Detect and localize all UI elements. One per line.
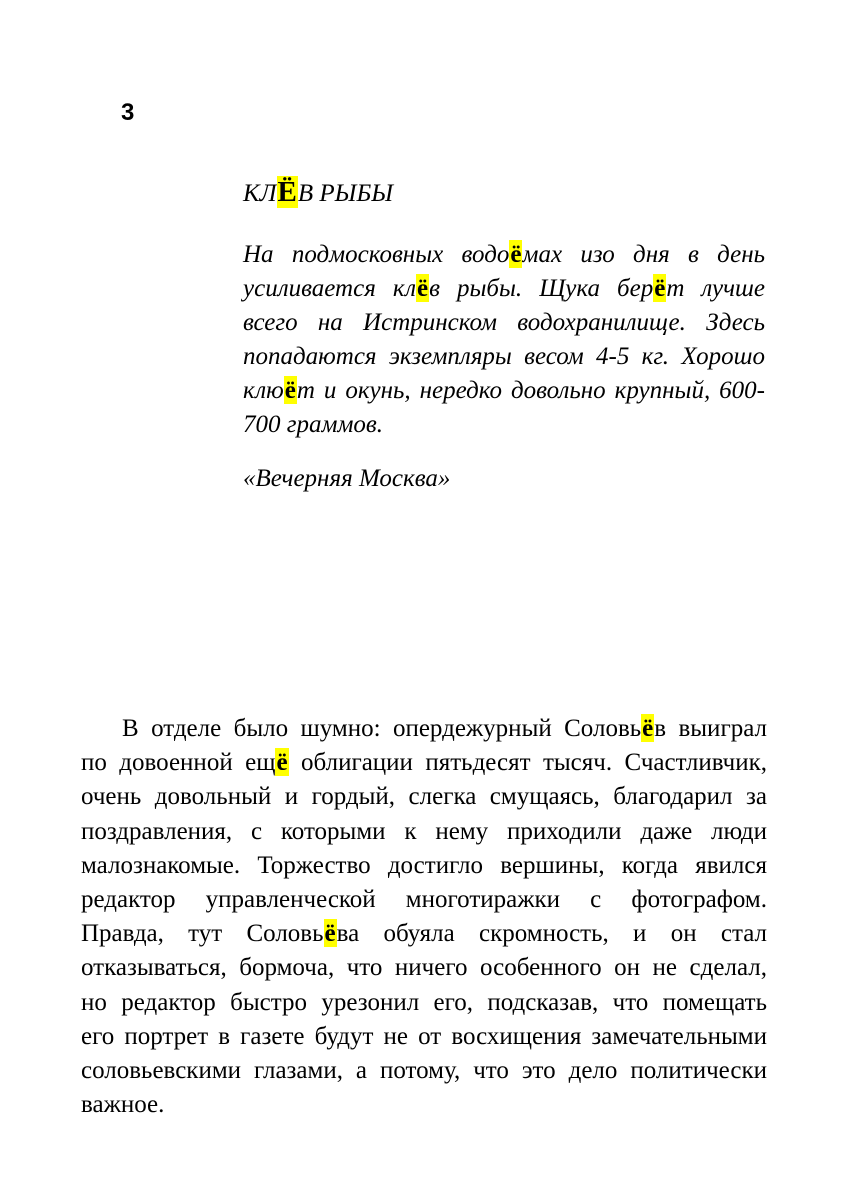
text-run: клю xyxy=(243,377,284,404)
text-line xyxy=(81,849,767,883)
text-line xyxy=(243,238,765,272)
text-line xyxy=(81,1054,767,1088)
text-run: в выиграл xyxy=(654,715,767,742)
yo-highlight: ё xyxy=(510,241,522,268)
text-run: В отделе было шумно: опердежурный Соловь xyxy=(122,715,642,742)
text-run: отказываться, бормоча, что ничего особенного он не сделал, xyxy=(81,954,767,982)
yo-highlight: ё xyxy=(324,920,336,948)
text-run: мах изо дня в день xyxy=(522,241,765,268)
body-paragraph xyxy=(81,712,767,1122)
epigraph xyxy=(243,175,765,496)
title-text: КЛ xyxy=(243,180,277,207)
text-line xyxy=(243,272,765,306)
text-run: т и окунь, нередко довольно крупный, 600- xyxy=(296,377,765,404)
yo-highlight: Ё xyxy=(277,176,297,208)
text-run: Правда, тут Соловь xyxy=(81,920,324,948)
text-line xyxy=(81,780,767,814)
text-line xyxy=(81,986,767,1020)
text-line xyxy=(81,1088,767,1122)
yo-highlight: ё xyxy=(416,275,429,302)
text-run: в рыбы. Щука бер xyxy=(429,275,654,302)
text-line xyxy=(81,712,767,746)
text-run: по довоенной ещ xyxy=(81,749,276,777)
text-run: На подмосковных водо xyxy=(243,241,510,268)
text-run: т лучше xyxy=(666,275,765,302)
text-line xyxy=(243,374,765,408)
epigraph-paragraph xyxy=(243,238,765,442)
text-line xyxy=(243,408,765,442)
text-run: поздравления, с которыми к нему приходили даже люди xyxy=(81,817,767,845)
text-run: его портрет в газете будут не от восхищения замечательными xyxy=(81,1022,767,1050)
text-run: усиливается кл xyxy=(243,275,416,302)
page-number: 3 xyxy=(121,99,135,126)
text-line xyxy=(81,883,767,917)
text-run: малознакомые. Торжество достигло вершины, когда явился xyxy=(81,851,767,879)
text-line xyxy=(81,1020,767,1054)
text-line xyxy=(81,951,767,985)
epigraph-source: «Вечерняя Москва» xyxy=(243,465,451,492)
epigraph-title xyxy=(243,175,765,213)
title-text: В РЫБЫ xyxy=(297,180,394,207)
yo-highlight: ё xyxy=(284,377,296,404)
text-run: важное. xyxy=(81,1091,165,1119)
text-run: ва обуяла скромность, и он стал xyxy=(336,920,767,948)
text-run: соловьевскими глазами, а потому, что это дело политически xyxy=(81,1056,767,1084)
yo-highlight: ё xyxy=(276,749,288,777)
text-line xyxy=(81,815,767,849)
text-line xyxy=(81,917,767,951)
text-line xyxy=(243,306,765,340)
text-run: облигации пятьдесят тысяч. Счастливчик, xyxy=(288,749,767,777)
yo-highlight: ё xyxy=(642,715,654,742)
text-run: очень довольный и гордый, слегка смущаясь, благодарил за xyxy=(81,783,767,811)
text-run: но редактор быстро урезонил его, подсказав, что помещать xyxy=(81,988,767,1016)
yo-highlight: ё xyxy=(654,275,666,302)
text-run: всего на Истринском водохранилище. Здесь xyxy=(243,309,765,336)
text-run: редактор управленческой многотиражки с фотографом. xyxy=(81,885,767,913)
text-run: попадаются экземпляры весом 4-5 кг. Хорошо xyxy=(243,343,765,370)
text-line xyxy=(81,746,767,780)
text-run: 700 граммов. xyxy=(243,411,384,438)
text-line xyxy=(243,340,765,374)
